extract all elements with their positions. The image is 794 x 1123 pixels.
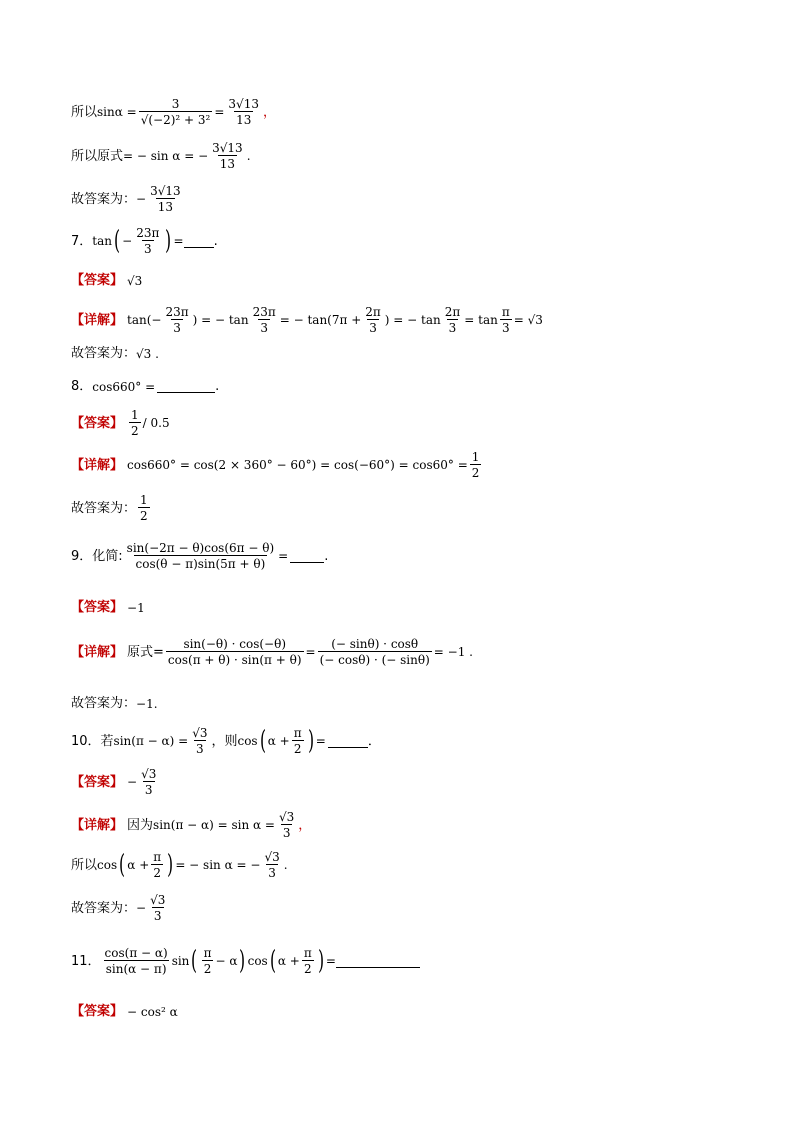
question-number: 10．若 (71, 733, 114, 749)
numerator: π (293, 726, 302, 740)
question-number: 11． (71, 953, 101, 969)
denominator: 3 (143, 242, 152, 256)
minus: − (122, 234, 133, 248)
numerator: 3√13 (150, 184, 181, 198)
denominator: 3 (260, 321, 268, 335)
denominator: 3 (448, 321, 457, 335)
denominator: 13 (157, 200, 173, 214)
question-number: 9．化简: (71, 548, 123, 564)
numerator: sin(−θ) · cos(−θ) (183, 637, 286, 651)
denominator: 3 (282, 826, 291, 840)
final-prefix: 故答案为： (71, 696, 137, 711)
equals: = (278, 549, 289, 563)
denominator: 3 (369, 321, 377, 335)
period: . (324, 548, 329, 564)
numerator: sin(−2π − θ)cos(6π − θ) (126, 541, 275, 555)
numerator: 23π (252, 305, 276, 319)
numerator: 23π (136, 226, 160, 240)
period: . (246, 149, 251, 163)
fraction (151, 851, 163, 879)
fraction (148, 185, 183, 213)
expression: = − sin α = − (123, 149, 209, 163)
fraction (129, 409, 141, 437)
final-answer-line (71, 185, 185, 213)
detail-10-line2 (71, 851, 288, 879)
fraction (202, 947, 214, 975)
answer-tag: 【答案】 (71, 273, 124, 288)
numerator: cos(π − α) (104, 946, 168, 960)
final-10 (71, 894, 169, 922)
denominator: cos(θ − π)sin(5π + θ) (135, 557, 266, 571)
expression: sin(π − α) = sin α = (153, 818, 275, 832)
answer-value: √3 (127, 273, 143, 288)
minus: − (127, 775, 138, 789)
fraction (103, 947, 170, 975)
detail-9 (71, 638, 473, 666)
answer-9 (71, 601, 145, 614)
denominator: sin(α − π) (105, 962, 167, 976)
answer-value: − cos² α (127, 1004, 178, 1019)
fraction (302, 947, 314, 975)
answer-tag: 【答案】 (71, 415, 124, 431)
question-8 (71, 380, 219, 393)
period: . (213, 233, 218, 249)
answer-blank (336, 955, 420, 968)
result: = −1 . (433, 645, 473, 659)
text-prefix: 所以 (71, 857, 98, 873)
detail-tag: 【详解】 (71, 312, 124, 328)
fraction (138, 494, 150, 522)
answer-tag: 【答案】 (71, 774, 124, 790)
answer-10 (71, 768, 160, 796)
fraction (125, 542, 276, 570)
expr-part: tan(− (127, 313, 162, 327)
numerator: 23π (165, 305, 189, 319)
denominator: 2 (293, 742, 302, 756)
denominator: 2 (303, 962, 312, 976)
cos: cos (97, 858, 118, 872)
expression: cos660° = (92, 379, 156, 394)
question-11 (71, 947, 420, 975)
numerator: 1 (140, 493, 148, 507)
cos: cos (247, 954, 268, 968)
denominator: 13 (236, 113, 252, 127)
denominator: 3 (501, 321, 510, 335)
answer-alt: / 0.5 (142, 416, 170, 430)
left-paren: ( (259, 726, 266, 756)
detail-8 (71, 451, 483, 479)
answer-11 (71, 1005, 178, 1018)
final-prefix: 故答案为： (71, 900, 137, 916)
final-prefix: 故答案为： (71, 191, 137, 207)
denominator: 3 (268, 866, 276, 880)
right-paren: ) (167, 850, 174, 880)
answer-blank (157, 380, 215, 393)
equals: = (325, 954, 336, 968)
question-number: 8． (71, 379, 93, 394)
final-prefix: 故答案为： (71, 346, 137, 361)
denominator: √(−2)² + 3² (140, 113, 211, 127)
equals: = (173, 234, 184, 248)
right-paren: ) (239, 946, 246, 976)
sin-alpha: sinα = (97, 105, 137, 119)
period: ． (367, 733, 381, 749)
minus: − (136, 192, 147, 206)
answer-7 (71, 274, 142, 287)
minus-alpha: − α (215, 954, 238, 968)
numerator: π (303, 946, 312, 960)
left-paren: ( (191, 946, 198, 976)
detail-prefix: 原式= (127, 644, 164, 660)
right-paren: ) (307, 726, 314, 756)
answer-value: −1 (127, 600, 145, 615)
minus: − (136, 901, 147, 915)
fraction (134, 227, 161, 255)
numerator: √3 (141, 767, 157, 781)
expression: sin(π − α) = (113, 734, 189, 748)
numerator: √3 (192, 726, 208, 740)
answer-tag: 【答案】 (71, 1004, 124, 1019)
tan: tan (92, 234, 112, 248)
final-8 (71, 494, 152, 522)
question-9 (71, 542, 328, 570)
fraction (251, 306, 278, 334)
fraction (277, 811, 296, 839)
derivation-line-sin (71, 98, 276, 126)
denominator: 2 (131, 424, 139, 438)
left-paren: ( (114, 226, 121, 256)
numerator: 3√13 (212, 141, 243, 155)
then-text: ，则 (211, 733, 238, 749)
answer-8 (71, 409, 170, 437)
numerator: 1 (131, 408, 139, 422)
fraction (292, 727, 304, 755)
question-10 (71, 727, 381, 755)
left-paren: ( (269, 946, 276, 976)
numerator: 1 (471, 450, 480, 464)
left-paren: ( (119, 850, 126, 880)
final-9 (71, 697, 158, 710)
numerator: 3√13 (228, 97, 259, 111)
fraction (318, 638, 432, 666)
fraction (139, 98, 213, 126)
numerator: √3 (264, 850, 280, 864)
comma: ， (262, 104, 276, 120)
denominator: 3 (173, 321, 181, 335)
fraction (500, 306, 512, 334)
derivation-line-original (71, 142, 251, 170)
fraction (166, 638, 304, 666)
fraction (148, 894, 167, 922)
fraction (139, 768, 158, 796)
final-prefix: 故答案为： (71, 500, 137, 516)
denominator: 2 (471, 466, 480, 480)
detail-tag: 【详解】 (71, 817, 124, 833)
final-value: −1. (136, 696, 158, 711)
denominator: 13 (219, 157, 236, 171)
question-7 (71, 227, 218, 255)
period: . (283, 858, 288, 872)
equals: = (214, 105, 225, 119)
alpha-plus: α + (277, 954, 300, 968)
fraction (443, 306, 463, 334)
numerator: 3 (171, 97, 180, 111)
answer-blank (290, 550, 324, 563)
fraction (470, 451, 482, 479)
sin: sin (171, 954, 190, 968)
denominator: 2 (153, 866, 162, 880)
expression: = − sin α = − (175, 858, 261, 872)
detail-expression: cos660° = cos(2 × 360° − 60°) = cos(−60°) = cos60° = (127, 458, 468, 472)
alpha-plus: α + (127, 858, 150, 872)
right-paren: ) (165, 226, 172, 256)
expr-part: = tan (464, 313, 498, 327)
detail-tag: 【详解】 (71, 457, 124, 473)
equals: = (315, 734, 326, 748)
numerator: π (153, 850, 162, 864)
denominator: 3 (153, 909, 162, 923)
final-value: √3 . (136, 346, 159, 361)
expr-part: = √3 (513, 313, 543, 327)
denominator: 3 (196, 742, 204, 756)
equals: = (305, 645, 316, 659)
right-paren: ) (317, 946, 324, 976)
question-number: 7． (71, 233, 93, 249)
fraction (190, 727, 209, 755)
fraction (262, 851, 281, 879)
numerator: √3 (279, 810, 295, 824)
numerator: π (203, 946, 212, 960)
detail-7 (71, 306, 543, 334)
text-prefix: 所以原式 (71, 148, 124, 164)
answer-blank (184, 235, 214, 248)
period: . (215, 379, 220, 394)
comma: ， (298, 817, 312, 833)
denominator: cos(π + θ) · sin(π + θ) (167, 653, 302, 667)
fraction (163, 306, 190, 334)
denominator: 2 (140, 509, 148, 523)
numerator: √3 (150, 893, 166, 907)
detail-10 (71, 811, 311, 839)
numerator: 2π (444, 305, 461, 319)
fraction (363, 306, 383, 334)
final-7 (71, 347, 159, 360)
fraction (210, 142, 245, 170)
expr-part: ) = − tan (192, 313, 249, 327)
answer-tag: 【答案】 (71, 600, 124, 615)
cos: cos (237, 734, 258, 748)
denominator: 3 (144, 783, 153, 797)
detail-tag: 【详解】 (71, 644, 124, 660)
numerator: (− sinθ) · cosθ (331, 637, 419, 651)
denominator: (− cosθ) · (− sinθ) (319, 653, 430, 667)
denominator: 2 (203, 962, 212, 976)
answer-blank (328, 735, 368, 748)
alpha-plus: α + (267, 734, 290, 748)
expr-part: = − tan(7π + (279, 313, 362, 327)
detail-prefix: 因为 (127, 817, 154, 833)
numerator: 2π (365, 305, 381, 319)
expr-part: ) = − tan (384, 313, 441, 327)
text-prefix: 所以 (71, 104, 98, 120)
numerator: π (501, 305, 510, 319)
fraction (226, 98, 261, 126)
